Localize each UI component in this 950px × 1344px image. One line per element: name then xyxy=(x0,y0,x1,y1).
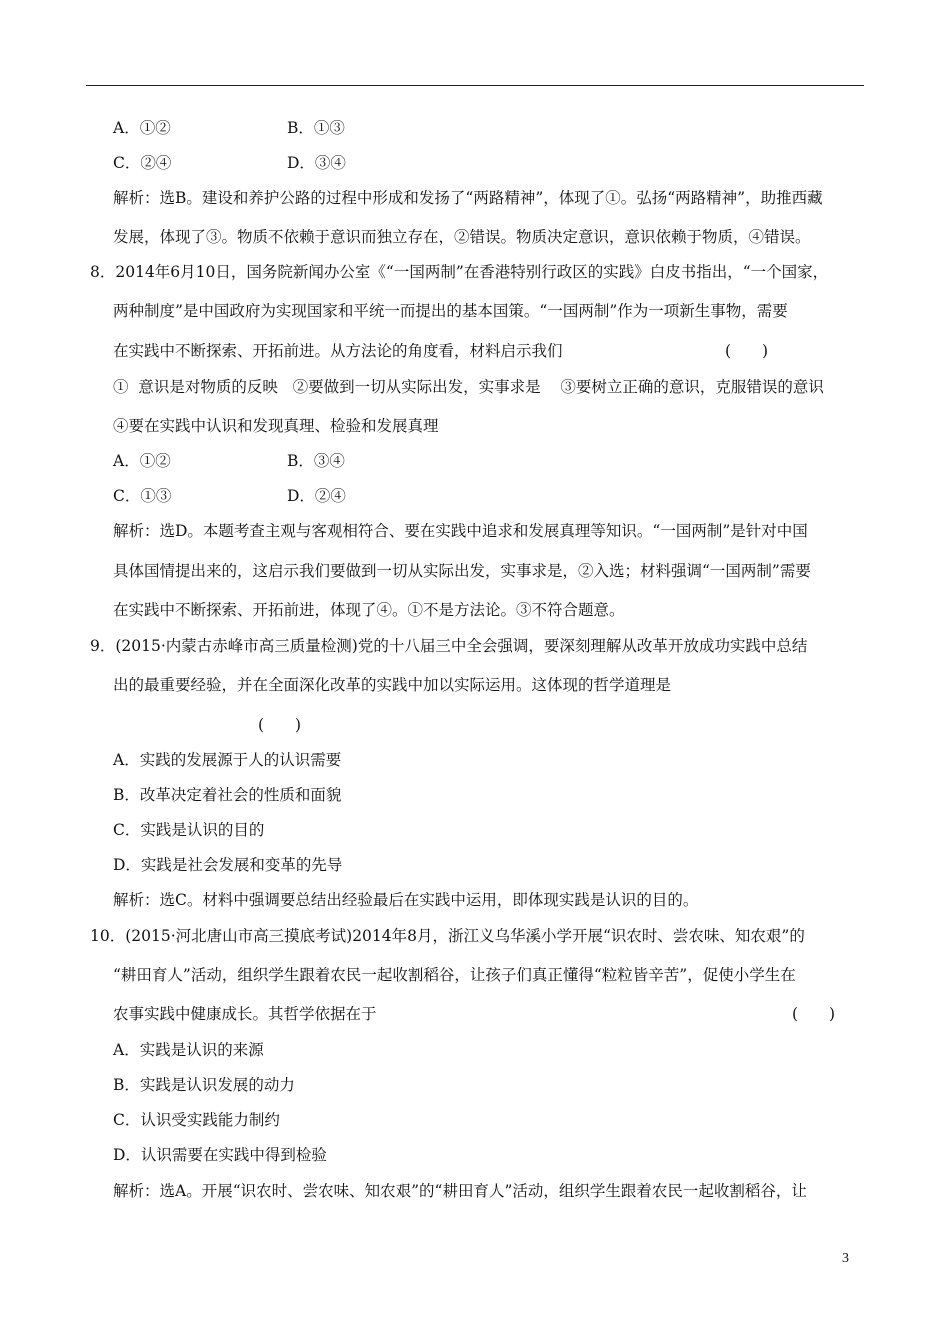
q7-option-d: D．③④ xyxy=(287,154,346,172)
q9-option: D．实践是社会发展和变革的先导 xyxy=(113,856,343,874)
q7-option-c: C．②④ xyxy=(113,154,172,172)
q8-stem-line: 在实践中不断探索、开拓前进。从方法论的角度看，材料启示我们 xyxy=(113,342,563,360)
q8-stem-line: 两种制度”是中国政府为实现国家和平统一而提出的基本国策。“一国两制”作为一项新生事物，需要 xyxy=(113,302,788,320)
q10-stem-line: “耕田育人”活动，组织学生跟着农民一起收割稻谷，让孩子们真正懂得“粒粒皆辛苦”，促使小学生在 xyxy=(113,966,796,984)
q9-option: A．实践的发展源于人的认识需要 xyxy=(113,751,342,769)
q10-analysis: 解析：选A。开展“识农时、尝农味、知农艰”的“耕田育人”活动，组织学生跟着农民一起收割稻谷，让 xyxy=(113,1182,807,1200)
q8-option-d: D．②④ xyxy=(287,487,346,505)
q9-stem-line: 9．(2015·内蒙古赤峰市高三质量检测)党的十八届三中全会强调，要深刻理解从改革开放成功实践中总结 xyxy=(90,637,808,655)
q10-option: B．实践是认识发展的动力 xyxy=(113,1076,295,1094)
page-number: 3 xyxy=(842,1251,849,1266)
q10-option: A．实践是认识的来源 xyxy=(113,1041,264,1059)
q10-stem-line: 10．(2015·河北唐山市高三摸底考试)2014年8月，浙江义乌华溪小学开展“识农时、尝农味、知农艰”的 xyxy=(90,927,805,945)
q7-option-a: A．①② xyxy=(113,119,171,137)
q8-analysis-line: 具体国情提出来的，这启示我们要做到一切从实际出发，实事求是，②入选；材料强调“一国两制”需要 xyxy=(113,562,811,580)
q10-option: D．认识需要在实践中得到检验 xyxy=(113,1146,327,1164)
q9-option: C．实践是认识的目的 xyxy=(113,821,265,839)
q8-item-line: ① 意识是对物质的反映 ②要做到一切从实际出发，实事求是 ③要树立正确的意识，克服错误的意识 xyxy=(113,378,824,396)
q8-option-b: B．③④ xyxy=(287,452,345,470)
q8-analysis-line: 解析：选D。本题考查主观与客观相符合、要在实践中追求和发展真理等知识。“一国两制”是针对中国 xyxy=(113,522,808,540)
q7-option-b: B．①③ xyxy=(287,119,345,137)
q9-analysis: 解析：选C。材料中强调要总结出经验最后在实践中运用，即体现实践是认识的目的。 xyxy=(113,891,699,909)
q8-analysis-line: 在实践中不断探索、开拓前进，体现了④。①不是方法论。③不符合题意。 xyxy=(113,601,625,619)
q9-stem-line: 出的最重要经验，并在全面深化改革的实践中加以实际运用。这体现的哲学道理是 xyxy=(113,676,672,694)
q10-answer-paren: ( ) xyxy=(792,1005,836,1023)
header-rule xyxy=(86,85,864,86)
q8-option-c: C．①③ xyxy=(113,487,172,505)
q8-stem-line: 8．2014年6月10日，国务院新闻办公室《“一国两制”在香港特别行政区的实践》白皮书指出，“一个国家， xyxy=(90,263,829,281)
q8-item-line: ④要在实践中认识和发现真理、检验和发展真理 xyxy=(113,417,439,435)
q9-option: B．改革决定着社会的性质和面貌 xyxy=(113,786,342,804)
q8-option-a: A．①② xyxy=(113,452,171,470)
q8-answer-paren: ( ) xyxy=(725,342,769,360)
q7-analysis-line: 发展，体现了③。物质不依赖于意识而独立存在，②错误。物质决定意识，意识依赖于物质，④错误。 xyxy=(113,228,811,246)
q10-option: C．认识受实践能力制约 xyxy=(113,1111,280,1129)
q10-stem-line: 农事实践中健康成长。其哲学依据在于 xyxy=(113,1005,377,1023)
q7-analysis-line: 解析：选B。建设和养护公路的过程中形成和发扬了“两路精神”，体现了①。弘扬“两路精神”，助推西藏 xyxy=(113,189,823,207)
q9-answer-paren: ( ) xyxy=(258,716,302,734)
